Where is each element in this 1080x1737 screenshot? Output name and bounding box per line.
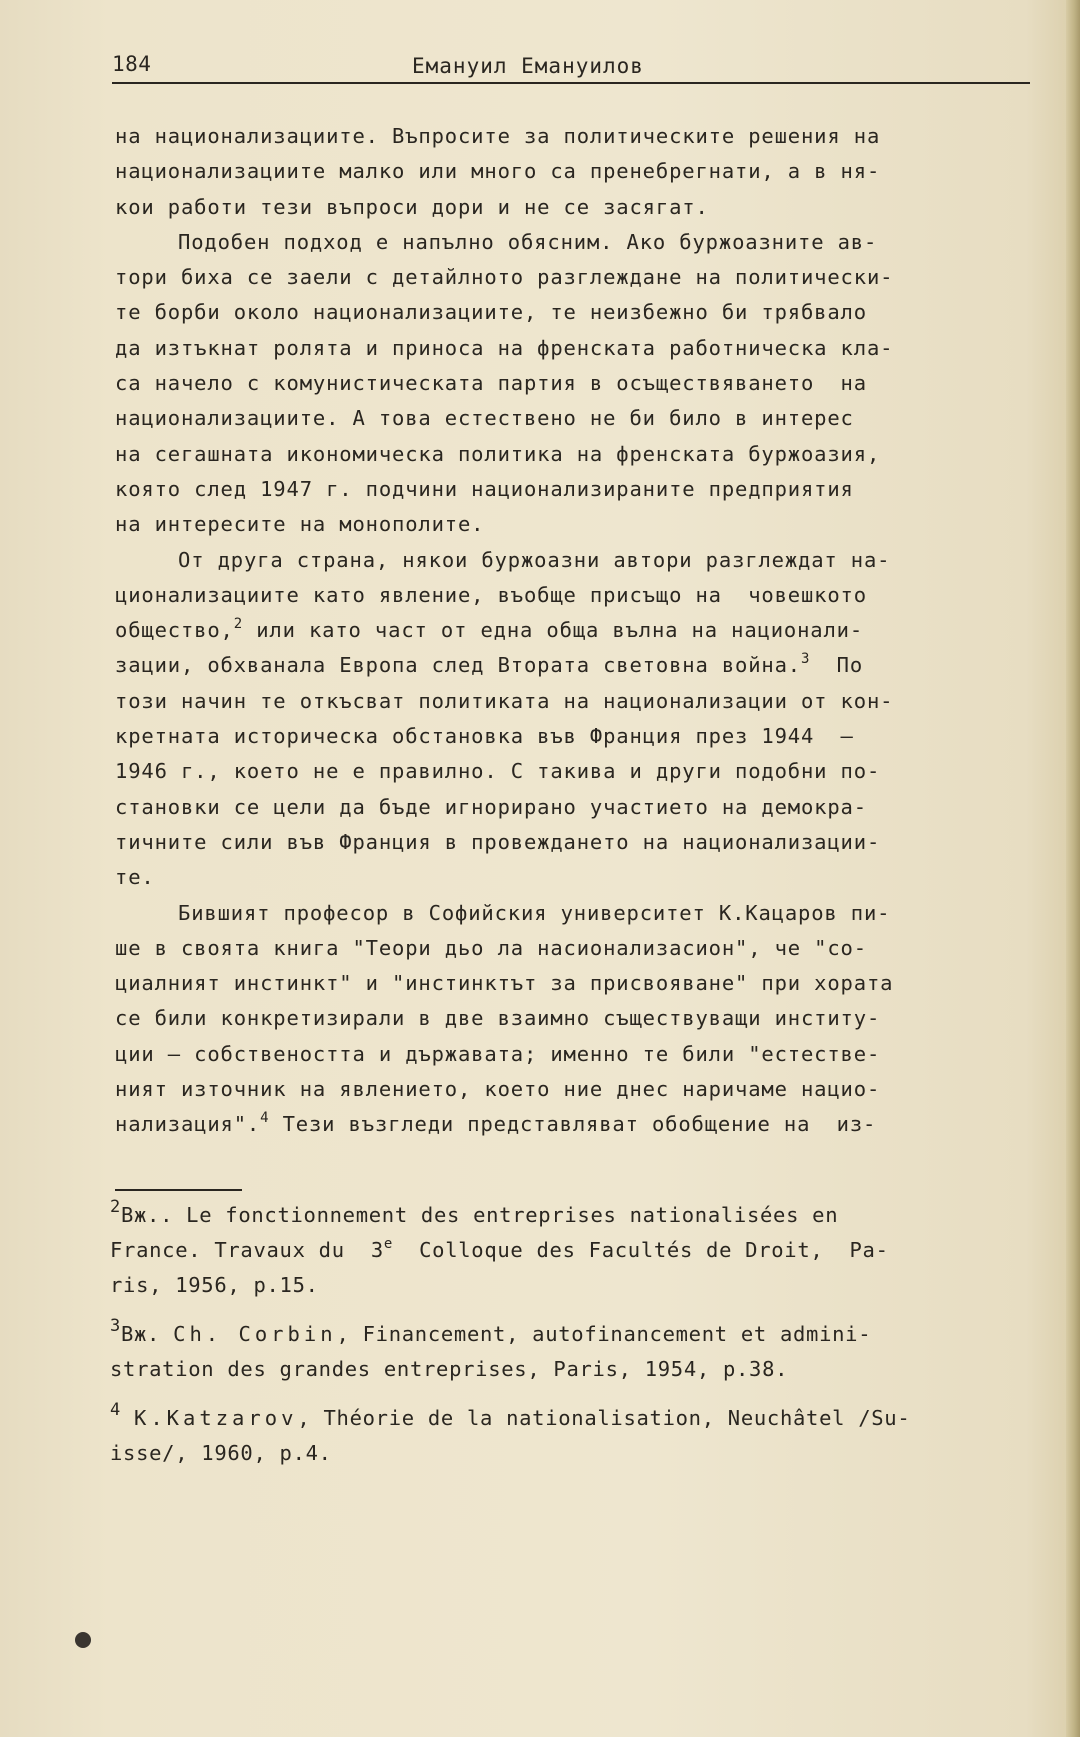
text-line: Подобен подход е напълно обясним. Ако буржоазните ав- <box>178 229 878 254</box>
text-line <box>115 613 1055 648</box>
text-line: този начин те откъсват политиката на национализации от кон- <box>115 688 894 713</box>
text-line: национализациите. А това естествено не би било в интерес <box>115 406 854 431</box>
text-line: тори биха се заели с детайлното разглеждане на политически- <box>115 265 894 290</box>
footnote-ref: 2 <box>233 616 244 633</box>
text-line: ният източник на явлението, което ние днес наричаме нацио- <box>115 1077 881 1102</box>
text-line: която след 1947 г. подчини национализираните предприятия <box>115 476 854 501</box>
text-fragment: Тези възгледи представляват обобщение на из- <box>269 1112 877 1137</box>
footnote-separator <box>115 1189 242 1191</box>
text-line: Бившият професор в Софийския университет К.Кацаров пи- <box>178 900 891 925</box>
footnote-line <box>110 1317 1055 1352</box>
body-text <box>115 119 1055 1143</box>
text-line: ше в своята книга "Теори дьо ла насионализасион", че "со- <box>115 935 867 960</box>
footnote-mark: 3 <box>110 1316 121 1336</box>
author-name: Ch. Corbin <box>173 1322 337 1346</box>
footnote-mark: 2 <box>110 1197 121 1217</box>
text-fragment: Вж.. Le fonctionnement des entreprises nationalisées en <box>120 1203 839 1227</box>
text-line: ционализациите като явление, въобще присъщо на човешкото <box>115 582 867 607</box>
text-line: на сегашната икономическа политика на френската буржоазия, <box>115 441 881 466</box>
text-line: да изтъкнат ролята и приноса на френската работническа кла- <box>115 335 894 360</box>
footnotes <box>110 1198 1055 1485</box>
text-line: 1946 г., което не е правилно. С такива и други подобни по- <box>115 759 881 784</box>
footnote-ref: 3 <box>801 651 811 668</box>
text-line <box>115 1107 1055 1142</box>
superscript: e <box>383 1236 394 1252</box>
text-line: национализациите малко или много са пренебрегнати, а в ня- <box>115 159 881 184</box>
footnote-line: isse/, 1960, p.4. <box>110 1441 332 1465</box>
footnote-line: stration des grandes entreprises, Paris, 1954, p.38. <box>110 1357 789 1381</box>
text-fragment <box>121 1406 134 1430</box>
text-fragment: зации, обхванала Европа след Втората световна война. <box>115 653 801 678</box>
text-fragment: Вж. <box>120 1322 174 1346</box>
page-edge-shadow <box>1066 0 1080 1737</box>
footnote-3 <box>110 1317 1055 1387</box>
footnote-line <box>110 1198 1055 1233</box>
text-line: ции – собствеността и държавата; именно те били "естестве- <box>115 1041 881 1066</box>
footnote-2 <box>110 1198 1055 1303</box>
text-line: са начело с комунистическата партия в осъществяването на <box>115 371 867 396</box>
text-fragment: , Théorie de la nationalisation, Neuchâtel /Su- <box>297 1406 911 1430</box>
author-name: K.Katzarov <box>133 1406 298 1430</box>
page-header <box>112 52 1030 84</box>
footnote-line <box>110 1233 1055 1268</box>
text-line: на интересите на монополите. <box>115 512 485 537</box>
footnote-4 <box>110 1401 1055 1471</box>
ink-dot-mark <box>75 1632 91 1648</box>
text-line: От друга страна, някои буржоазни автори разглеждат на- <box>178 547 891 572</box>
text-line: те борби около национализациите, те неизбежно би трябвало <box>115 300 867 325</box>
text-fragment: общество, <box>115 618 234 643</box>
text-fragment: или като част от една обща вълна на национали- <box>243 618 864 643</box>
running-head: Емануил Емануилов <box>412 54 644 78</box>
text-line <box>115 648 1055 683</box>
text-line: на национализациите. Въпросите за политическите решения на <box>115 124 881 148</box>
footnote-line: ris, 1956, p.15. <box>110 1273 319 1297</box>
text-line: кретната историческа обстановка във Франция през 1944 – <box>115 724 854 749</box>
text-line: становки се цели да бъде игнорирано участието на демокра- <box>115 794 867 819</box>
text-fragment: По <box>810 653 864 678</box>
text-fragment: Colloque des Facultés de Droit, Pa- <box>393 1238 889 1262</box>
footnote-line <box>110 1401 1055 1436</box>
page-number: 184 <box>112 52 152 76</box>
footnote-ref: 4 <box>260 1110 270 1127</box>
text-line: тичните сили във Франция в провеждането на национализации- <box>115 829 881 854</box>
text-fragment: нализация". <box>115 1112 261 1137</box>
text-line: кои работи тези въпроси дори и не се засягат. <box>115 194 709 219</box>
text-line: се били конкретизирали в две взаимно съществуващи институ- <box>115 1006 881 1031</box>
text-line: те. <box>115 865 155 890</box>
text-fragment: , Financement, autofinancement et admini- <box>336 1322 872 1346</box>
text-fragment: France. Travaux du 3 <box>110 1238 384 1262</box>
text-line: циалният инстинкт" и "инстинктът за присвояване" при хората <box>115 971 894 996</box>
footnote-mark: 4 <box>110 1400 121 1420</box>
